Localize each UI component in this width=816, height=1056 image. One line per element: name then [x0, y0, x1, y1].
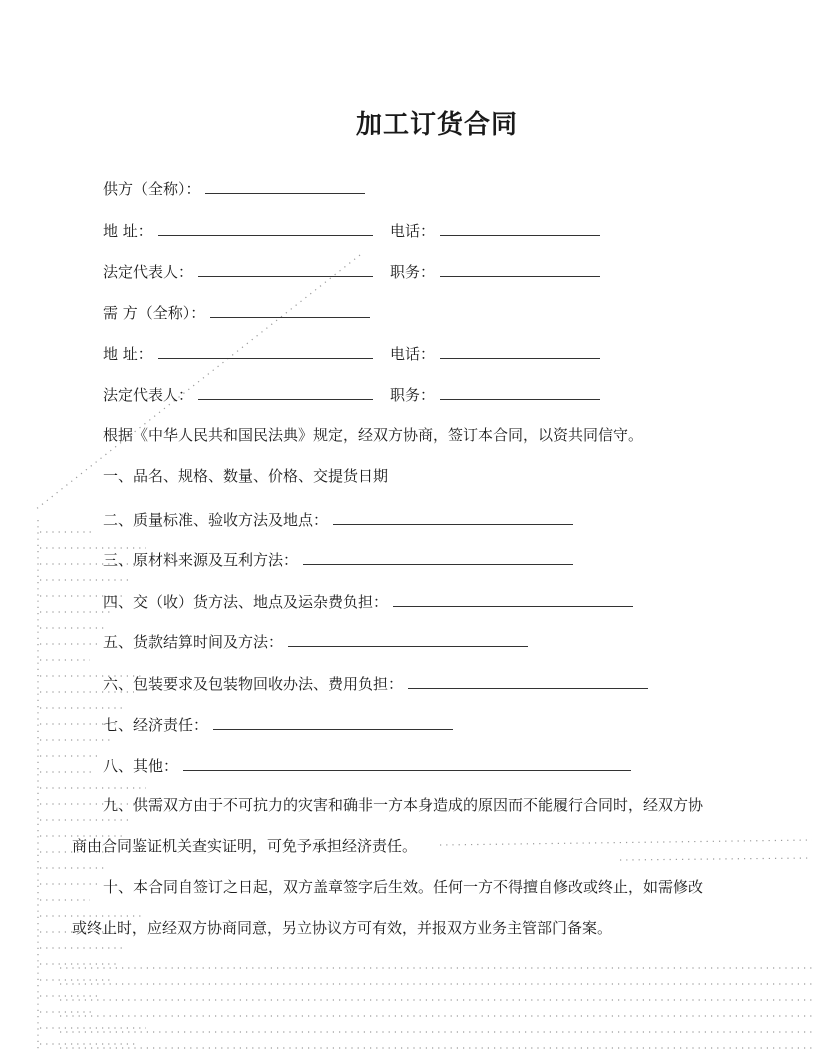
supplier-position-blank[interactable] [440, 258, 600, 277]
clause-7 [103, 711, 453, 735]
supplier-rep-row [103, 258, 373, 282]
clause-8-label: 八、其他： [103, 757, 179, 775]
clause-6 [103, 670, 648, 694]
buyer-address-row [103, 340, 373, 364]
clause-7-blank[interactable] [213, 711, 453, 730]
clause-3-blank[interactable] [303, 546, 573, 565]
clause-4-label: 四、交（收）货方法、地点及运杂费负担： [103, 593, 389, 611]
supplier-rep-blank[interactable] [198, 258, 373, 277]
clause-2-label: 二、质量标准、验收方法及地点： [103, 511, 329, 529]
buyer-position-blank[interactable] [440, 381, 600, 400]
buyer-position-row [390, 381, 600, 405]
supplier-phone-row [390, 217, 600, 241]
supplier-phone-blank[interactable] [440, 217, 600, 236]
supplier-name-label: 供方（全称）： [103, 180, 201, 198]
buyer-name-blank[interactable] [210, 299, 370, 318]
buyer-name-row [103, 299, 370, 323]
supplier-address-label: 地 址： [103, 222, 153, 240]
buyer-address-label: 地 址： [103, 345, 153, 363]
supplier-name-blank[interactable] [205, 175, 365, 194]
supplier-address-blank[interactable] [158, 217, 373, 236]
buyer-rep-label: 法定代表人： [103, 386, 194, 404]
clause-3 [103, 546, 573, 570]
clause-2 [103, 506, 573, 530]
clause-3-label: 三、原材料来源及互利方法： [103, 551, 299, 569]
supplier-address-row [103, 217, 373, 241]
supplier-name-row [103, 175, 365, 199]
clause-1 [103, 464, 388, 488]
clause-2-blank[interactable] [333, 506, 573, 525]
buyer-phone-blank[interactable] [440, 340, 600, 359]
buyer-address-blank[interactable] [158, 340, 373, 359]
buyer-name-label: 需 方（全称）： [103, 304, 206, 322]
document-title: 加工订货合同 [355, 110, 518, 140]
clause-6-blank[interactable] [408, 670, 648, 689]
buyer-phone-label: 电话： [390, 345, 436, 363]
supplier-position-row [390, 258, 600, 282]
clause-8-blank[interactable] [183, 752, 631, 771]
buyer-rep-row [103, 381, 373, 405]
clause-5 [103, 628, 528, 652]
buyer-position-label: 职务： [390, 386, 436, 404]
buyer-phone-row [390, 340, 600, 364]
clause-4 [103, 588, 633, 612]
clause-6-label: 六、包装要求及包装物回收办法、费用负担： [103, 675, 404, 693]
preamble: 根据《中华人民共和国民法典》规定，经双方协商，签订本合同，以资共同信守。 [103, 426, 644, 444]
clause-8 [103, 752, 631, 776]
clause-9-line-2: 商由合同鉴证机关查实证明，可免予承担经济责任。 [72, 837, 418, 855]
supplier-phone-label: 电话： [390, 222, 436, 240]
clause-10-line-2: 或终止时，应经双方协商同意，另立协议方可有效，并报双方业务主管部门备案。 [72, 919, 613, 937]
clause-1-label: 一、品名、规格、数量、价格、交提货日期 [103, 467, 389, 485]
supplier-rep-label: 法定代表人： [103, 263, 194, 281]
clause-10-line-1: 十、本合同自签订之日起，双方盖章签字后生效。任何一方不得擅自修改或终止，如需修改 [103, 878, 704, 896]
supplier-position-label: 职务： [390, 263, 436, 281]
clause-5-label: 五、货款结算时间及方法： [103, 633, 284, 651]
clause-4-blank[interactable] [393, 588, 633, 607]
clause-5-blank[interactable] [288, 628, 528, 647]
buyer-rep-blank[interactable] [198, 381, 373, 400]
clause-9-line-1: 九、供需双方由于不可抗力的灾害和确非一方本身造成的原因而不能履行合同时，经双方协 [103, 796, 704, 814]
clause-7-label: 七、经济责任： [103, 716, 209, 734]
